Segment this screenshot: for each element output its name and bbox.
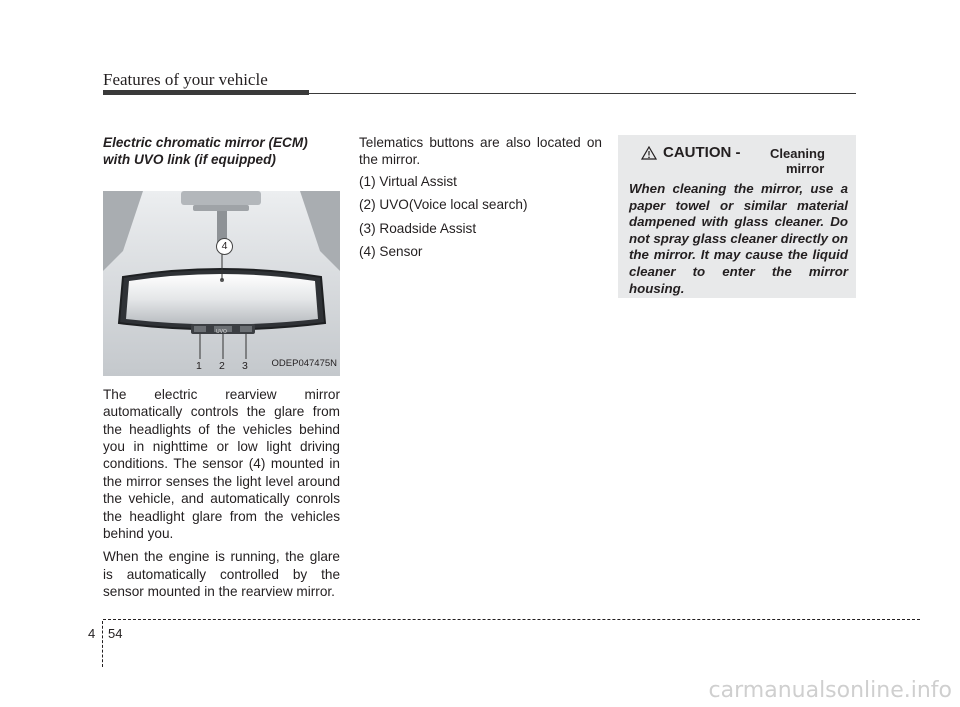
caution-label: CAUTION - bbox=[663, 144, 741, 161]
body-paragraph-2: When the engine is running, the glare is automatically controlled by the sensor mounted in the rearview mirror. bbox=[103, 549, 340, 600]
body-paragraph-1: The electric rearview mirror automatically controls the glare from the headlights of the vehicles behind you in nighttime or low light driving conditions. The sensor (4) mounted in the mirror senses the light level around the vehicle, and automatically conrols the headlight glare from the vehicles behind you. bbox=[103, 386, 340, 542]
left-column bbox=[103, 134, 340, 607]
caution-title-line1: Cleaning bbox=[770, 146, 825, 161]
warning-triangle-icon bbox=[641, 146, 657, 160]
caution-box bbox=[618, 135, 856, 298]
telematics-intro: Telematics buttons are also located on the mirror. bbox=[359, 135, 602, 168]
list-item-uvo: (2) UVO(Voice local search) bbox=[359, 197, 528, 213]
figure-code: ODEP047475N bbox=[271, 358, 337, 370]
chapter-number: 4 bbox=[88, 626, 96, 641]
page-number: 54 bbox=[108, 626, 123, 641]
section-heading-line1: Electric chromatic mirror (ECM) bbox=[103, 135, 308, 150]
caution-title-line2: mirror bbox=[786, 161, 825, 176]
header-rule bbox=[309, 93, 856, 94]
uvo-button-label: UVO bbox=[216, 328, 227, 335]
callout-4: 4 bbox=[216, 238, 233, 255]
watermark: carmanualsonline.info bbox=[708, 678, 952, 703]
mirror-illustration bbox=[103, 191, 340, 376]
callout-3: 3 bbox=[242, 359, 248, 372]
mirror-figure bbox=[103, 191, 340, 376]
caution-header bbox=[629, 143, 848, 181]
caution-title bbox=[770, 146, 825, 176]
running-header: Features of your vehicle bbox=[103, 70, 268, 89]
caution-text: When cleaning the mirror, use a paper towel or similar material dampened with glass cleaner. Do not spray glass cleaner directly on the mirror. It may cause the liquid cleaner to enter the mirror housing. bbox=[629, 181, 848, 296]
section-heading bbox=[103, 134, 340, 169]
footer-rule bbox=[103, 619, 920, 620]
callout-1: 1 bbox=[196, 359, 202, 372]
middle-column bbox=[359, 134, 602, 266]
callout-2: 2 bbox=[219, 359, 225, 372]
list-item-virtual-assist: (1) Virtual Assist bbox=[359, 173, 457, 189]
list-item-roadside-assist: (3) Roadside Assist bbox=[359, 220, 477, 236]
header-bar bbox=[103, 90, 309, 95]
list-item-sensor: (4) Sensor bbox=[359, 244, 423, 260]
section-heading-line2: with UVO link (if equipped) bbox=[103, 152, 276, 168]
footer-divider bbox=[102, 621, 103, 667]
